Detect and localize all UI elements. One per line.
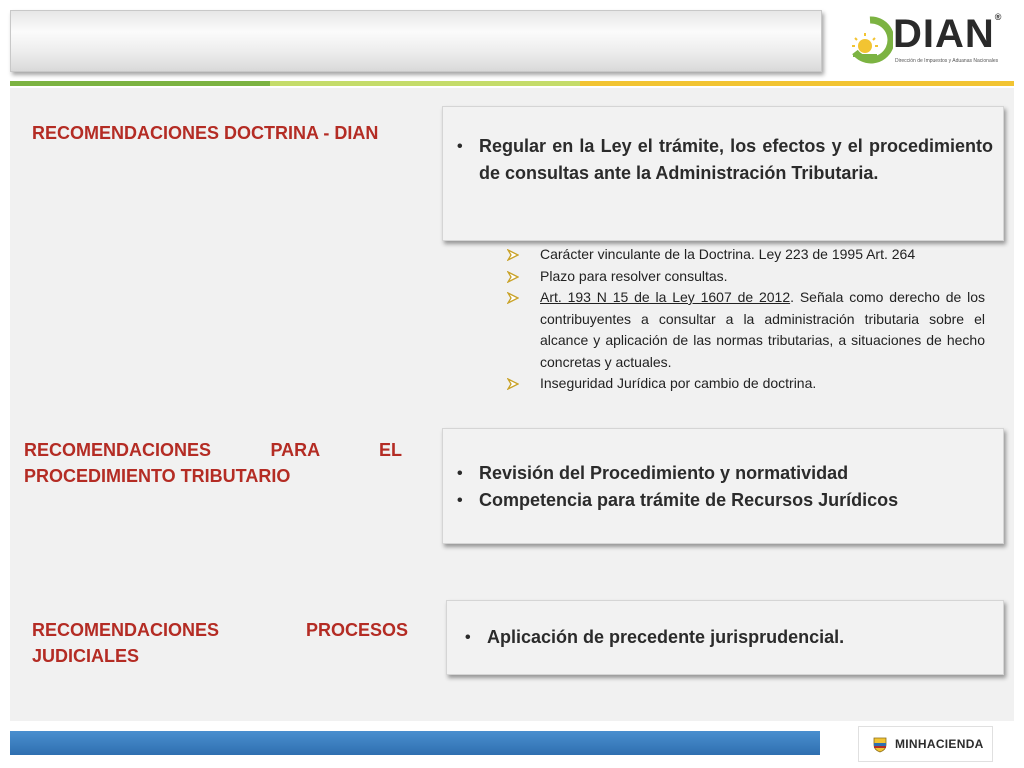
sub-point <box>505 287 985 373</box>
dian-logo <box>845 14 1015 70</box>
sub-point-text: Inseguridad Jurídica por cambio de doctrina. <box>540 375 817 391</box>
heading-line: RECOMENDACIONES PARA EL <box>24 440 402 460</box>
stripe-green-dark <box>10 81 270 86</box>
section-heading-procedimiento <box>24 437 402 489</box>
list-item <box>449 487 993 514</box>
box-doctrina <box>442 106 1004 241</box>
footer-bar <box>10 731 820 755</box>
bullet-icon: • <box>457 465 463 482</box>
logo-subtitle: Dirección de Impuestos y Aduanas Nacionales <box>895 58 999 64</box>
arrowhead-icon <box>507 292 519 304</box>
box-item-text: Aplicación de precedente jurisprudencial. <box>487 627 845 647</box>
sub-point <box>505 266 985 288</box>
bullet-icon: • <box>457 138 463 155</box>
heading-line: PROCEDIMIENTO TRIBUTARIO <box>24 466 291 486</box>
sun-emblem-icon <box>847 16 893 64</box>
box-judiciales <box>446 600 1004 675</box>
law-reference-link: Art. 193 N 15 de la Ley 1607 de 2012 <box>540 289 791 305</box>
bullet-icon: • <box>457 492 463 509</box>
sub-point <box>505 244 985 266</box>
minhacienda-logo <box>858 726 993 762</box>
box-procedimiento <box>442 428 1004 544</box>
arrowhead-icon <box>507 271 519 283</box>
sub-point-text: . Señala como derecho de los contribuyentes a consultar a la administración tributaria sobre el alcance y aplicación de las normas tributarias, a situaciones de hecho concretas y actuales. <box>540 289 985 370</box>
section-heading-doctrina <box>32 120 412 146</box>
stripe-yellow <box>580 81 1014 86</box>
box-item-text: Revisión del Procedimiento y normatividad <box>479 463 849 483</box>
arrowhead-icon <box>507 378 519 390</box>
sub-point-list <box>505 244 985 395</box>
box-item-text: Competencia para trámite de Recursos Jurídicos <box>479 490 899 510</box>
list-item <box>449 133 993 187</box>
box-item-text: Regular en la Ley el trámite, los efectos y el procedimiento de consultas ante la Administración Tributaria. <box>479 136 993 183</box>
list-item <box>449 460 993 487</box>
sub-point <box>505 373 985 395</box>
heading-line: JUDICIALES <box>32 646 140 666</box>
coat-of-arms-icon <box>871 735 889 753</box>
logo-registered-mark: ® <box>994 12 1003 22</box>
logo-name: DIAN <box>893 12 995 56</box>
arrowhead-icon <box>507 249 519 261</box>
heading-line: RECOMENDACIONES PROCESOS <box>32 620 408 640</box>
stripe-green-light <box>270 81 580 86</box>
section-heading-judiciales <box>32 617 408 669</box>
bullet-icon: • <box>465 629 471 646</box>
list-item <box>457 624 993 651</box>
logo-wordmark <box>893 12 1002 57</box>
heading-line: RECOMENDACIONES DOCTRINA - DIAN <box>32 123 379 143</box>
sub-point-text: Carácter vinculante de la Doctrina. Ley 223 de 1995 Art. 264 <box>540 246 916 262</box>
title-banner <box>10 10 822 72</box>
sub-point-text: Plazo para resolver consultas. <box>540 267 728 284</box>
ministry-label: MINHACIENDA <box>895 737 984 751</box>
